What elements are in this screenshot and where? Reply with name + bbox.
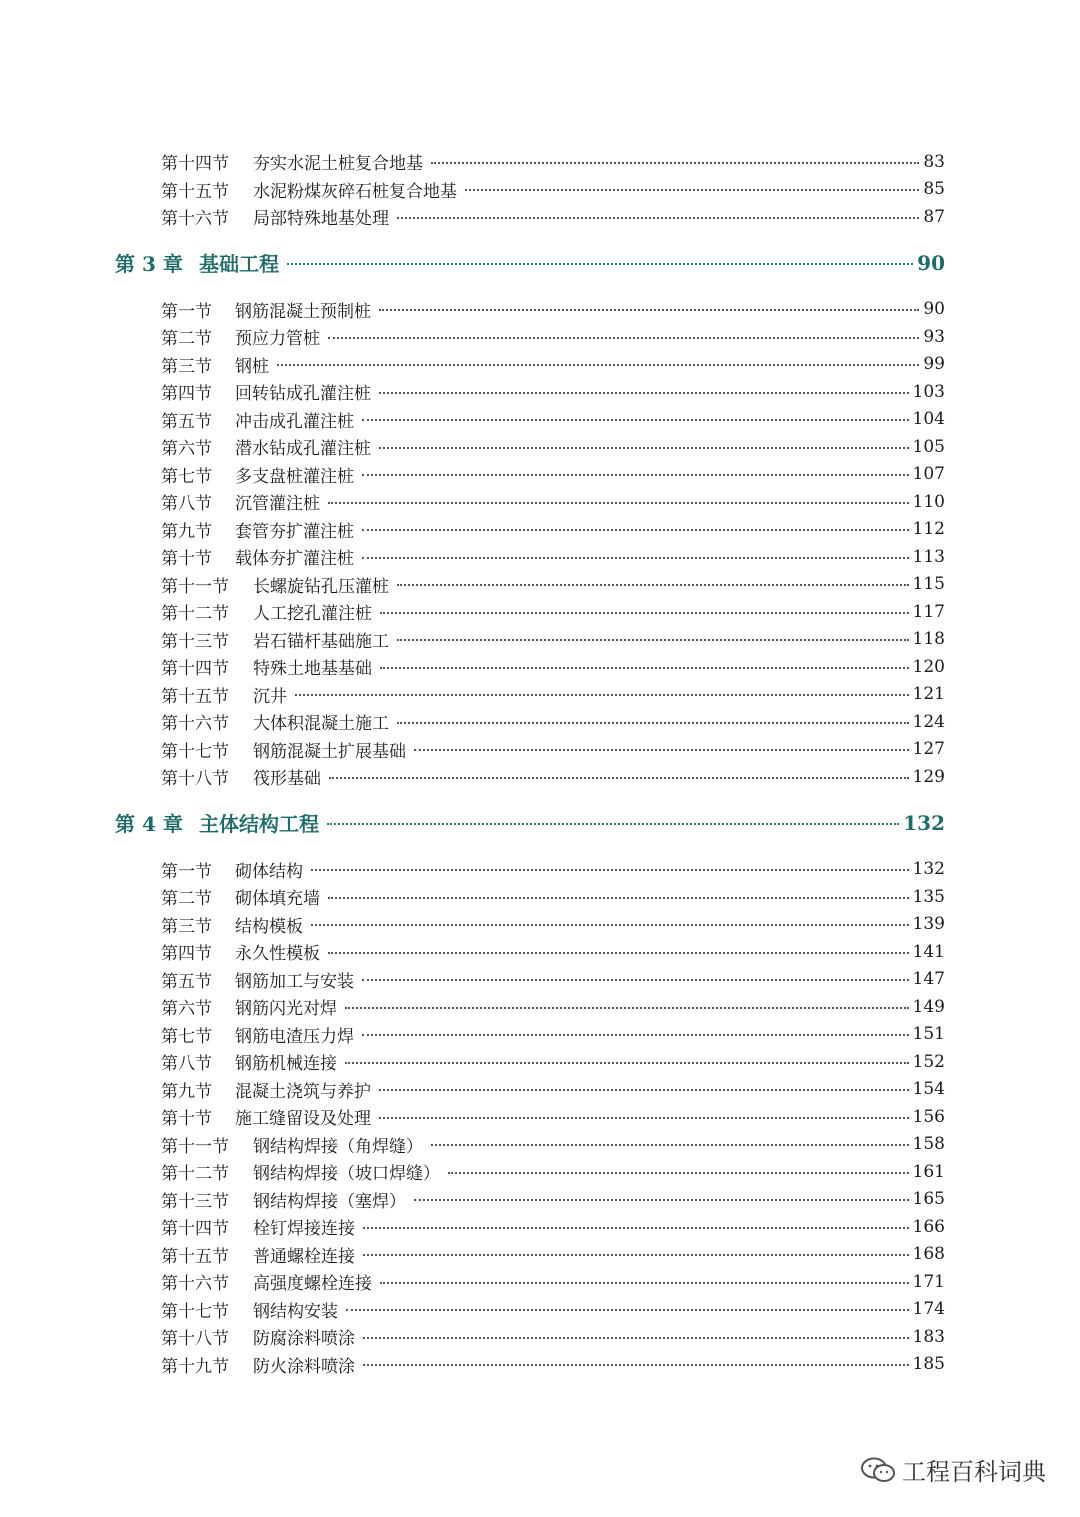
page-number: 183	[912, 1326, 945, 1347]
dot-leader	[363, 1227, 909, 1229]
section-number: 第十一节	[161, 576, 229, 597]
dot-leader	[329, 777, 909, 779]
dot-leader	[363, 1254, 909, 1256]
section-title: 砌体结构	[235, 861, 303, 882]
section-title: 施工缝留设及处理	[235, 1109, 371, 1130]
toc-section-row[interactable]	[115, 571, 945, 599]
toc-section-row[interactable]	[115, 1213, 945, 1241]
section-number: 第三节	[161, 916, 212, 937]
section-title: 钢结构焊接（角焊缝）	[253, 1136, 423, 1157]
section-number: 第十八节	[161, 769, 229, 790]
toc-section-row[interactable]	[115, 488, 945, 516]
page-number: 103	[912, 381, 945, 402]
page-number: 139	[912, 914, 945, 935]
dot-leader	[328, 502, 909, 504]
dot-leader	[448, 1172, 909, 1174]
section-title: 钢筋混凝土预制桩	[235, 301, 371, 322]
dot-leader	[379, 392, 909, 394]
section-title: 钢筋加工与安装	[235, 971, 354, 992]
dot-leader	[328, 952, 909, 954]
dot-leader	[345, 1062, 909, 1064]
toc-section-row[interactable]	[115, 516, 945, 544]
section-title: 钢筋混凝土扩展基础	[253, 741, 406, 762]
dot-leader	[379, 447, 909, 449]
section-title: 人工挖孔灌注桩	[253, 604, 372, 625]
section-number: 第九节	[161, 1081, 212, 1102]
section-title: 钢结构焊接（塞焊）	[253, 1191, 406, 1212]
toc-section-row[interactable]	[115, 203, 945, 231]
toc-section-row[interactable]	[115, 406, 945, 434]
section-title: 栓钉焊接连接	[253, 1219, 355, 1240]
toc-section-row[interactable]	[115, 1351, 945, 1379]
section-title: 长螺旋钻孔压灌桩	[253, 576, 389, 597]
toc-chapter-row[interactable]	[115, 243, 945, 283]
toc-section-row[interactable]	[115, 176, 945, 204]
page-number: 129	[912, 766, 945, 787]
dot-leader	[346, 1309, 909, 1311]
section-number: 第六节	[161, 999, 212, 1020]
toc-section-row[interactable]	[115, 323, 945, 351]
toc-section-row[interactable]	[115, 1048, 945, 1076]
page-number: 113	[912, 546, 945, 567]
section-title: 局部特殊地基处理	[253, 209, 389, 230]
section-number: 第七节	[161, 1026, 212, 1047]
page-number: 90	[923, 299, 945, 320]
section-title: 普通螺栓连接	[253, 1246, 355, 1267]
section-number: 第十三节	[161, 1191, 229, 1212]
section-number: 第十二节	[161, 1164, 229, 1185]
toc-section-row[interactable]	[115, 461, 945, 489]
section-title: 岩石锚杆基础施工	[253, 631, 389, 652]
dot-leader	[414, 749, 909, 751]
chapter-number: 第 3 章	[115, 252, 183, 276]
page-number: 135	[912, 886, 945, 907]
dot-leader	[363, 1364, 909, 1366]
dot-leader	[311, 924, 909, 926]
section-number: 第十二节	[161, 604, 229, 625]
dot-leader	[327, 823, 899, 825]
toc-section-row[interactable]	[115, 736, 945, 764]
section-title: 沉井	[253, 686, 287, 707]
section-number: 第五节	[161, 411, 212, 432]
toc-section-row[interactable]	[115, 708, 945, 736]
toc-section-row[interactable]	[115, 653, 945, 681]
section-number: 第一节	[161, 861, 212, 882]
page-number: 104	[912, 409, 945, 430]
section-title: 夯实水泥土桩复合地基	[253, 154, 423, 175]
dot-leader	[362, 979, 909, 981]
toc-section-row[interactable]	[115, 148, 945, 176]
section-title: 钢筋机械连接	[235, 1054, 337, 1075]
page-number: 147	[912, 969, 945, 990]
page-number: 124	[912, 711, 945, 732]
page-number: 156	[912, 1106, 945, 1127]
page-number: 107	[912, 464, 945, 485]
toc-section-row[interactable]	[115, 1158, 945, 1186]
page-number: 127	[912, 739, 945, 760]
section-title: 永久性模板	[235, 944, 320, 965]
watermark-text: 工程百科词典	[902, 1458, 1046, 1486]
dot-leader	[380, 1282, 909, 1284]
section-number: 第十五节	[161, 686, 229, 707]
section-number: 第十七节	[161, 1301, 229, 1322]
page-number: 85	[923, 179, 945, 200]
toc-section-row[interactable]	[115, 433, 945, 461]
section-title: 特殊土地基基础	[253, 659, 372, 680]
dot-leader	[328, 337, 919, 339]
dot-leader	[295, 694, 909, 696]
section-title: 钢筋电渣压力焊	[235, 1026, 354, 1047]
dot-leader	[379, 1089, 909, 1091]
section-number: 第十五节	[161, 1246, 229, 1267]
page-number: 117	[912, 601, 945, 622]
dot-leader	[362, 419, 909, 421]
dot-leader	[363, 1337, 909, 1339]
dot-leader	[465, 189, 919, 191]
dot-leader	[380, 667, 909, 669]
page-number: 112	[912, 519, 945, 540]
dot-leader	[379, 1117, 909, 1119]
section-number: 第三节	[161, 356, 212, 377]
section-title: 钢结构焊接（坡口焊缝）	[253, 1164, 440, 1185]
chapter-number: 第 4 章	[115, 812, 183, 836]
dot-leader	[431, 1144, 909, 1146]
page-number: 158	[912, 1134, 945, 1155]
toc-section-row[interactable]	[115, 1186, 945, 1214]
section-number: 第十节	[161, 549, 212, 570]
toc-section-row[interactable]	[115, 1103, 945, 1131]
dot-leader	[362, 557, 909, 559]
section-number: 第六节	[161, 439, 212, 460]
page-number: 121	[912, 684, 945, 705]
page-number: 171	[912, 1271, 945, 1292]
page-number: 110	[912, 491, 945, 512]
dot-leader	[431, 162, 919, 164]
section-number: 第四节	[161, 384, 212, 405]
section-title: 防火涂料喷涂	[253, 1356, 355, 1377]
toc-section-row[interactable]	[115, 1241, 945, 1269]
page-number: 174	[912, 1299, 945, 1320]
page-number: 168	[912, 1244, 945, 1265]
chapter-title: 基础工程	[199, 252, 279, 276]
page-number: 90	[917, 250, 945, 275]
toc-section-row[interactable]	[115, 938, 945, 966]
toc-section-row[interactable]	[115, 1268, 945, 1296]
toc-section-row[interactable]	[115, 1131, 945, 1159]
section-title: 混凝土浇筑与养护	[235, 1081, 371, 1102]
section-number: 第十七节	[161, 741, 229, 762]
section-title: 钢桩	[235, 356, 269, 377]
watermark	[860, 1452, 1046, 1487]
section-title: 套管夯扩灌注桩	[235, 521, 354, 542]
section-title: 砌体填充墙	[235, 889, 320, 910]
chapter-title: 主体结构工程	[199, 812, 319, 836]
page-number: 105	[912, 436, 945, 457]
toc-section-row[interactable]	[115, 856, 945, 884]
section-title: 多支盘桩灌注桩	[235, 466, 354, 487]
toc-section-row[interactable]	[115, 993, 945, 1021]
section-title: 高强度螺栓连接	[253, 1274, 372, 1295]
page-number: 141	[912, 941, 945, 962]
page-number: 185	[912, 1354, 945, 1375]
dot-leader	[328, 897, 909, 899]
page-number: 87	[923, 206, 945, 227]
wechat-icon	[860, 1456, 896, 1484]
toc-section-row[interactable]	[115, 378, 945, 406]
section-number: 第二节	[161, 889, 212, 910]
section-number: 第十一节	[161, 1136, 229, 1157]
section-number: 第四节	[161, 944, 212, 965]
toc-section-row[interactable]	[115, 681, 945, 709]
section-title: 钢筋闪光对焊	[235, 999, 337, 1020]
page-number: 118	[912, 629, 945, 650]
section-number: 第八节	[161, 494, 212, 515]
section-title: 预应力管桩	[235, 329, 320, 350]
toc-section-row[interactable]	[115, 1076, 945, 1104]
dot-leader	[397, 584, 909, 586]
page-number: 132	[903, 810, 945, 835]
section-number: 第十四节	[161, 154, 229, 175]
toc-section-row[interactable]	[115, 598, 945, 626]
page-number: 99	[923, 354, 945, 375]
section-title: 冲击成孔灌注桩	[235, 411, 354, 432]
section-title: 大体积混凝土施工	[253, 714, 389, 735]
page-number: 120	[912, 656, 945, 677]
section-title: 沉管灌注桩	[235, 494, 320, 515]
toc-section-row[interactable]	[115, 543, 945, 571]
section-title: 载体夯扩灌注桩	[235, 549, 354, 570]
section-number: 第十三节	[161, 631, 229, 652]
toc-section-row[interactable]	[115, 1021, 945, 1049]
page-number: 83	[923, 151, 945, 172]
section-number: 第二节	[161, 329, 212, 350]
section-number: 第十六节	[161, 714, 229, 735]
section-number: 第十六节	[161, 209, 229, 230]
toc-chapter-row[interactable]	[115, 803, 945, 843]
section-number: 第十节	[161, 1109, 212, 1130]
dot-leader	[397, 639, 909, 641]
page-number: 151	[912, 1024, 945, 1045]
section-title: 防腐涂料喷涂	[253, 1329, 355, 1350]
dot-leader	[362, 474, 909, 476]
section-number: 第十四节	[161, 659, 229, 680]
page-number: 149	[912, 996, 945, 1017]
toc-section-row[interactable]	[115, 1296, 945, 1324]
dot-leader	[397, 217, 919, 219]
dot-leader	[277, 364, 919, 366]
section-number: 第十六节	[161, 1274, 229, 1295]
section-title: 筏形基础	[253, 769, 321, 790]
toc-section-row[interactable]	[115, 763, 945, 791]
section-number: 第一节	[161, 301, 212, 322]
section-title: 潜水钻成孔灌注桩	[235, 439, 371, 460]
table-of-contents	[115, 148, 945, 1378]
page-number: 93	[923, 326, 945, 347]
page-number: 161	[912, 1161, 945, 1182]
section-number: 第十八节	[161, 1329, 229, 1350]
toc-section-row[interactable]	[115, 626, 945, 654]
dot-leader	[380, 612, 909, 614]
toc-section-row[interactable]	[115, 883, 945, 911]
dot-leader	[345, 1007, 909, 1009]
dot-leader	[397, 722, 909, 724]
dot-leader	[379, 309, 919, 311]
section-title: 结构模板	[235, 916, 303, 937]
toc-section-row[interactable]	[115, 351, 945, 379]
dot-leader	[414, 1199, 909, 1201]
section-number: 第十四节	[161, 1219, 229, 1240]
page-number: 152	[912, 1051, 945, 1072]
page-number: 115	[912, 574, 945, 595]
dot-leader	[362, 529, 909, 531]
section-number: 第十九节	[161, 1356, 229, 1377]
dot-leader	[362, 1034, 909, 1036]
toc-section-row[interactable]	[115, 296, 945, 324]
toc-section-row[interactable]	[115, 1323, 945, 1351]
toc-section-row[interactable]	[115, 966, 945, 994]
page-number: 132	[912, 859, 945, 880]
toc-section-row[interactable]	[115, 911, 945, 939]
page-number: 166	[912, 1216, 945, 1237]
section-number: 第十五节	[161, 181, 229, 202]
dot-leader	[311, 869, 909, 871]
dot-leader	[287, 263, 913, 265]
section-number: 第八节	[161, 1054, 212, 1075]
section-title: 钢结构安装	[253, 1301, 338, 1322]
page-number: 165	[912, 1189, 945, 1210]
section-title: 回转钻成孔灌注桩	[235, 384, 371, 405]
section-number: 第七节	[161, 466, 212, 487]
section-title: 水泥粉煤灰碎石桩复合地基	[253, 181, 457, 202]
section-number: 第九节	[161, 521, 212, 542]
page-number: 154	[912, 1079, 945, 1100]
section-number: 第五节	[161, 971, 212, 992]
